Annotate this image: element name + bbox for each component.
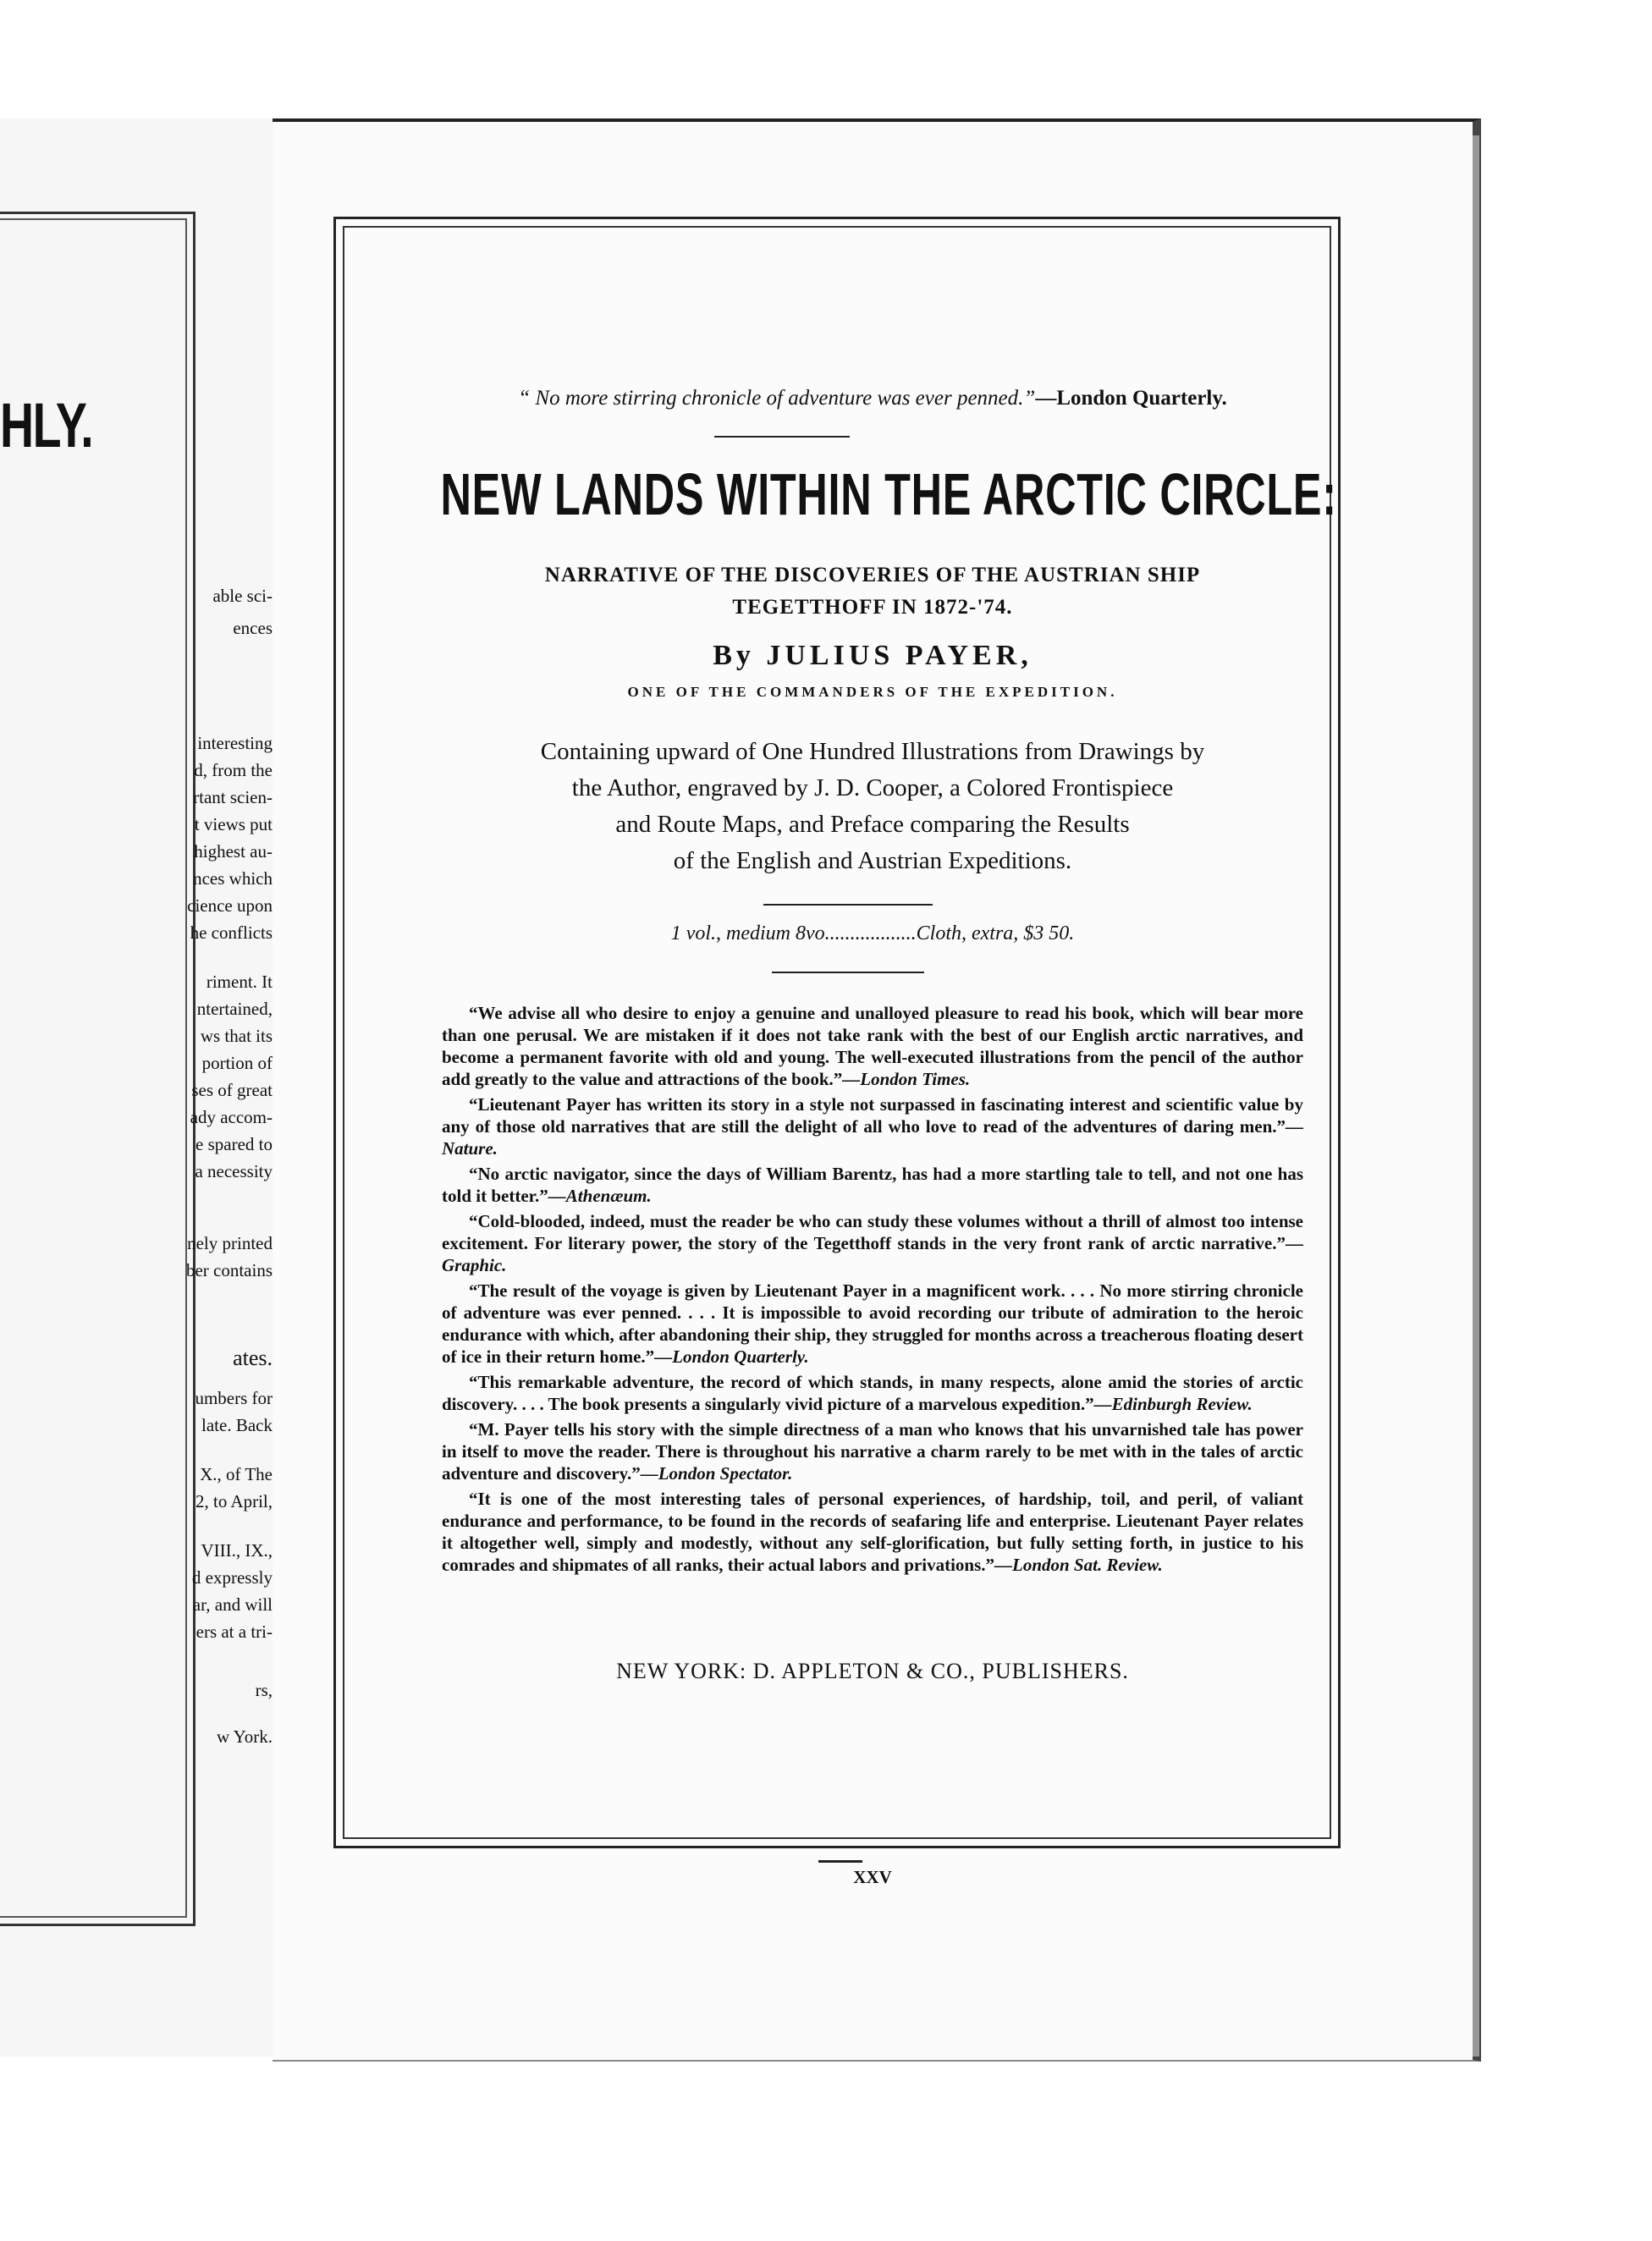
author-role: ONE OF THE COMMANDERS OF THE EXPEDITION.: [627, 684, 1118, 700]
description-line: and Route Maps, and Preface comparing the Results: [615, 811, 1130, 838]
review-paragraph: [442, 1163, 1303, 1207]
subtitle-line-2: TEGETTHOFF IN 1872-'74.: [732, 596, 1013, 619]
advertisement-page: [273, 118, 1481, 2062]
publisher-line: NEW YORK: D. APPLETON & CO., PUBLISHERS.: [616, 1659, 1129, 1683]
reviews-section: [442, 1002, 1303, 1579]
review-text: “No arctic navigator, since the days of William Barentz, has had a more startling tale to tell, and not one has told it better.”: [442, 1164, 1303, 1206]
review-paragraph: [442, 1002, 1303, 1090]
left-page-text-line: t views put: [194, 814, 273, 834]
page-number: XXV: [853, 1867, 892, 1887]
left-page-text-line: umbers for: [195, 1388, 273, 1408]
left-page-text-line: ws that its: [200, 1026, 273, 1046]
left-page-text-line: cience upon: [187, 895, 273, 916]
review-text: “This remarkable adventure, the record of which stands, in many respects, alone amid the stories of arctic discovery. . . . The book presents a singularly vivid picture of a marvelous expedition.”: [442, 1372, 1303, 1414]
review-text: “M. Payer tells his story with the simple directness of a man who knows that his unvarnished tale has power in itself to move the reader. There is throughout his narrative a charm rarely to be met with in the tales of arctic adventure and discovery.”: [442, 1419, 1303, 1484]
left-page-text-line: portion of: [201, 1053, 273, 1073]
left-page-text-line: nely printed: [187, 1233, 273, 1253]
review-source: —London Quarterly.: [654, 1346, 809, 1367]
left-page-text-line: ber contains: [185, 1260, 273, 1280]
left-page-text-line: rs,: [255, 1680, 273, 1700]
review-paragraph: [442, 1280, 1303, 1368]
left-page-text-line: w York.: [217, 1726, 273, 1747]
left-page-text-line: ers at a tri-: [195, 1622, 273, 1642]
author-name: By JULIUS PAYER,: [713, 640, 1032, 671]
book-title: NEW LANDS WITHIN THE ARCTIC CIRCLE:: [440, 461, 1337, 527]
left-page-text-line: nces which: [193, 868, 273, 889]
review-source: —Edinburgh Review.: [1093, 1394, 1253, 1414]
left-page-text-line: ar, and will: [192, 1594, 273, 1615]
left-page-inner-frame: [0, 218, 187, 1918]
left-page-fragment: [0, 118, 281, 2057]
review-paragraph: [442, 1210, 1303, 1276]
left-page-text-line: rtant scien-: [193, 787, 273, 807]
description-line: the Author, engraved by J. D. Cooper, a Colored Frontispiece: [571, 774, 1174, 801]
left-page-text-line: a necessity: [195, 1161, 273, 1181]
left-page-text-line: ences: [233, 618, 273, 638]
price-line: 1 vol., medium 8vo..................Cloth, extra, $3 50.: [670, 922, 1075, 944]
review-text: “Cold-blooded, indeed, must the reader be who can study these volumes without a thrill of almost too intense excitement. For literary power, the story of the Tegetthoff stands in the very front rank of arctic narrative.”: [442, 1211, 1303, 1253]
page-number-mark: [818, 1860, 862, 1863]
left-page-text-line: ady accom-: [190, 1107, 273, 1127]
left-page-text-line: able sci-: [212, 586, 273, 606]
review-text: “It is one of the most interesting tales of personal experiences, of hardship, toil, and peril, of valiant endurance and performance, to be found in the records of seafaring life and enterprise. Lieutenant Payer relates it altogether well, simply and modestly, without any self-glorification, but fully setting forth, in justice to his comrades and shipmates of all ranks, their actual labors and privations.”: [442, 1489, 1303, 1575]
left-page-heading: HLY.: [0, 390, 93, 460]
review-text: “We advise all who desire to enjoy a genuine and unalloyed pleasure to read his book, which will bear more than one perusal. We are mistaken if it does not take rank with the best of our English arctic narratives, and become a permanent favorite with old and young. The well-executed illustrations from the pencil of the author add greatly to the value and attractions of the book.”: [442, 1003, 1303, 1089]
left-page-text-line: riment. It: [206, 972, 273, 992]
left-page-text-line: VIII., IX.,: [201, 1540, 273, 1561]
left-page-text-line: X., of The: [200, 1464, 273, 1484]
left-page-text-line: he conflicts: [190, 922, 273, 943]
left-page-text-line: d expressly: [191, 1567, 273, 1588]
review-source: —London Spectator.: [640, 1463, 793, 1484]
description-line: of the English and Austrian Expeditions.: [673, 847, 1072, 874]
left-page-text-line: interesting: [197, 733, 273, 753]
description-line: Containing upward of One Hundred Illustrations from Drawings by: [540, 738, 1205, 765]
divider-rule: [763, 904, 933, 906]
review-source: —Athenæum.: [548, 1186, 652, 1206]
left-page-text-line: highest au-: [194, 841, 273, 862]
epigraph-quote: “ No more stirring chronicle of adventure was ever penned.”: [518, 387, 1036, 410]
review-text: “Lieutenant Payer has written its story in a style not surpassed in fascinating interest and scientific value by any of those old narratives that are still the delight of all who love to read of the adventures of daring men.”: [442, 1094, 1303, 1137]
left-page-text-line: late. Back: [201, 1415, 273, 1435]
left-page-text-line: 2, to April,: [195, 1491, 273, 1511]
epigraph: [273, 387, 1473, 410]
subtitle-line-1: NARRATIVE OF THE DISCOVERIES OF THE AUSTRIAN SHIP: [544, 564, 1201, 586]
left-page-text-line: d, from the: [194, 760, 273, 780]
left-page-text-line: ntertained,: [196, 999, 273, 1019]
review-paragraph: [442, 1488, 1303, 1576]
review-source: —Graphic.: [442, 1233, 1303, 1275]
review-paragraph: [442, 1093, 1303, 1159]
review-source: —Nature.: [442, 1116, 1303, 1159]
page-edge: [1473, 135, 1479, 2057]
left-page-text-line: ates.: [233, 1346, 273, 1370]
review-source: —London Sat. Review.: [994, 1555, 1163, 1575]
review-text: “The result of the voyage is given by Lieutenant Payer in a magnificent work. . . . No more stirring chronicle of adventure was ever penned. . . . It is impossible to avoid recording our tribute of admiration to the heroic endurance with which, after abandoning their ship, they struggled for months across a treacherous floating desert of ice in their return home.”: [442, 1280, 1303, 1367]
left-page-text-line: ses of great: [191, 1080, 273, 1100]
review-paragraph: [442, 1418, 1303, 1484]
review-source: —London Times.: [842, 1069, 971, 1089]
review-paragraph: [442, 1371, 1303, 1415]
left-page-text-line: e spared to: [195, 1134, 273, 1154]
divider-rule: [714, 436, 850, 438]
epigraph-source: —London Quarterly.: [1035, 387, 1227, 410]
divider-rule: [772, 972, 924, 973]
